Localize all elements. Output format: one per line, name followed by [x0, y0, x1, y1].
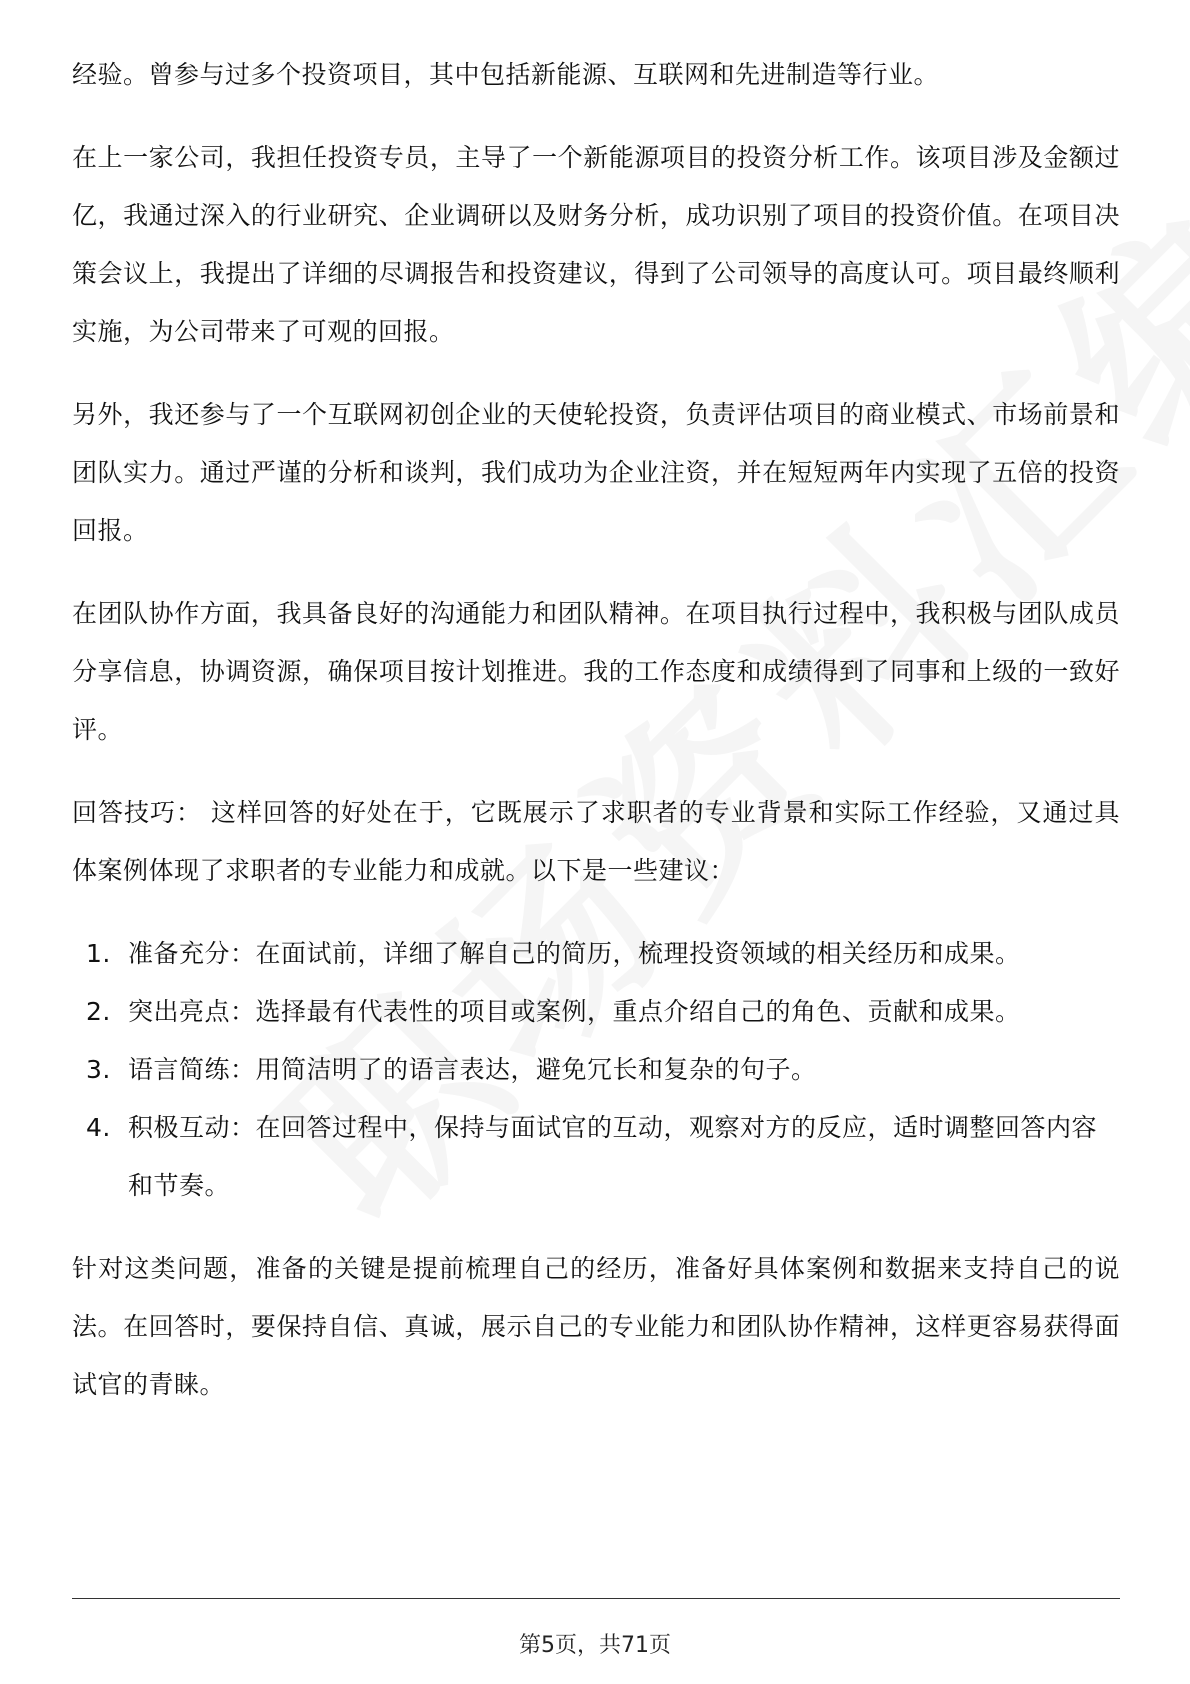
tips-list: [72, 925, 1120, 1215]
paragraph-previous-company: 在上一家公司，我担任投资专员，主导了一个新能源项目的投资分析工作。该项目涉及金额过亿，我通过深入的行业研究、企业调研以及财务分析，成功识别了项目的投资价值。在项目决策会议上，我提出了详细的尽调报告和投资建议，得到了公司领导的高度认可。项目最终顺利实施，为公司带来了可观的回报。: [72, 143, 1120, 346]
list-item-number: 3.: [86, 1055, 111, 1084]
list-item: [72, 983, 1120, 1041]
list-item-number: 4.: [86, 1113, 111, 1142]
list-item-text: 突出亮点：选择最有代表性的项目或案例，重点介绍自己的角色、贡献和成果。: [128, 997, 1021, 1026]
paragraph-intro-continued: 经验。曾参与过多个投资项目，其中包括新能源、互联网和先进制造等行业。: [72, 60, 940, 89]
page-number: 第5页，共71页: [519, 1633, 671, 1658]
list-item: [72, 925, 1120, 983]
list-item: [72, 1099, 1120, 1215]
footer-divider: [72, 1598, 1120, 1599]
paragraph-conclusion: 针对这类问题，准备的关键是提前梳理自己的经历，准备好具体案例和数据来支持自己的说法。在回答时，要保持自信、真诚，展示自己的专业能力和团队协作精神，这样更容易获得面试官的青睐。: [72, 1254, 1120, 1399]
list-item-number: 1.: [86, 939, 111, 968]
list-item-text: 语言简练：用简洁明了的语言表达，避免冗长和复杂的句子。: [128, 1055, 817, 1084]
paragraph-angel-investment: 另外，我还参与了一个互联网初创企业的天使轮投资，负责评估项目的商业模式、市场前景和团队实力。通过严谨的分析和谈判，我们成功为企业注资，并在短短两年内实现了五倍的投资回报。: [72, 400, 1120, 545]
list-item-number: 2.: [86, 997, 111, 1026]
list-item: [72, 1041, 1120, 1099]
page-content: [72, 46, 1120, 1439]
list-item-text: 准备充分：在面试前，详细了解自己的简历，梳理投资领域的相关经历和成果。: [128, 939, 1021, 968]
paragraph-teamwork: 在团队协作方面，我具备良好的沟通能力和团队精神。在项目执行过程中，我积极与团队成员分享信息，协调资源，确保项目按计划推进。我的工作态度和成绩得到了同事和上级的一致好评。: [72, 599, 1120, 744]
list-item-text: 积极互动：在回答过程中，保持与面试官的互动，观察对方的反应，适时调整回答内容和节奏。: [128, 1113, 1098, 1200]
paragraph-answer-tips: 回答技巧： 这样回答的好处在于，它既展示了求职者的专业背景和实际工作经验，又通过具体案例体现了求职者的专业能力和成就。以下是一些建议：: [72, 798, 1120, 885]
